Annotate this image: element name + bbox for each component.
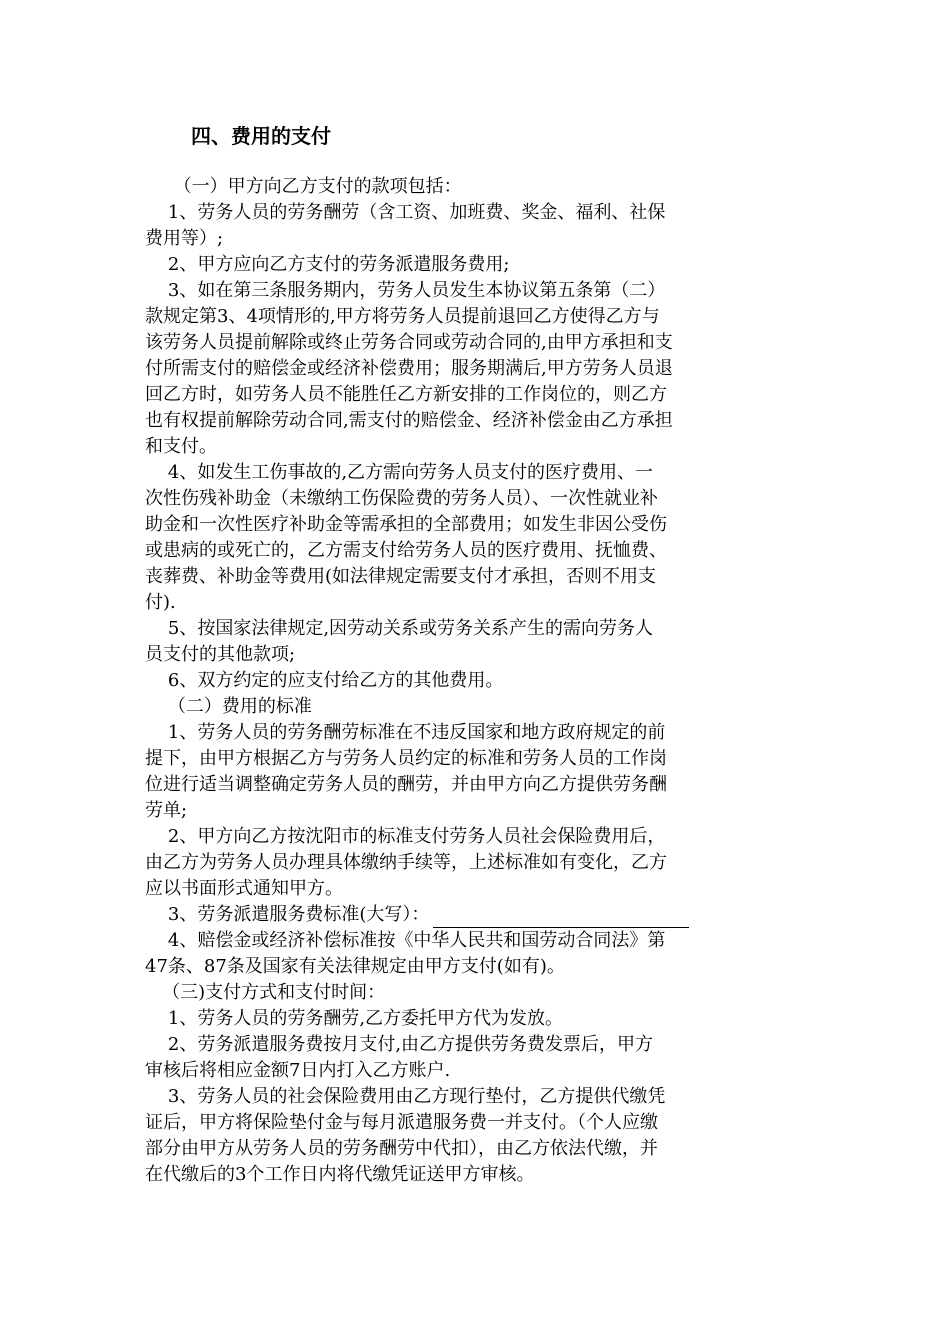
- text-line: 员支付的其他款项;: [145, 644, 296, 665]
- text-line: 由乙方为劳务人员办理具体缴纳手续等，上述标准如有变化，乙方: [145, 852, 667, 873]
- text-line: 审核后将相应金额7日内打入乙方账户.: [145, 1060, 451, 1081]
- text-line: 应以书面形式通知甲方。: [145, 878, 343, 899]
- text-line: 劳单;: [145, 800, 188, 821]
- text-line: 次性伤残补助金（未缴纳工伤保险费的劳务人员）、一次性就业补: [145, 488, 658, 509]
- text-line: 在代缴后的3个工作日内将代缴凭证送甲方审核。: [145, 1164, 535, 1185]
- text-line: 6、双方约定的应支付给乙方的其他费用。: [145, 670, 504, 691]
- text-line: 5、按国家法律规定,因劳动关系或劳务关系产生的需向劳务人: [145, 618, 654, 639]
- text-line: 4、赔偿金或经济补偿标准按《中华人民共和国劳动合同法》第: [145, 930, 666, 951]
- text-line: 或患病的或死亡的，乙方需支付给劳务人员的医疗费用、抚恤费、: [145, 540, 667, 561]
- text-line: 1、劳务人员的劳务酬劳,乙方委托甲方代为发放。: [145, 1008, 564, 1029]
- text-line: 2、甲方向乙方按沈阳市的标准支付劳务人员社会保险费用后，: [145, 826, 666, 847]
- fee-standard-label: 3、劳务派遣服务费标准(大写）：: [145, 904, 430, 925]
- text-line: 费用等）;: [145, 228, 224, 249]
- text-line: 1、劳务人员的劳务酬劳标准在不违反国家和地方政府规定的前: [145, 722, 666, 743]
- text-line: 助金和一次性医疗补助金等需承担的全部费用；如发生非因公受伤: [145, 514, 667, 535]
- fee-standard-line: [145, 902, 805, 928]
- text-line: 4、如发生工伤事故的,乙方需向劳务人员支付的医疗费用、一: [145, 462, 654, 483]
- text-line: 和支付。: [145, 436, 217, 457]
- text-line: 3、如在第三条服务期内，劳务人员发生本协议第五条第（二）: [145, 280, 666, 301]
- text-line: （三)支付方式和支付时间：: [145, 982, 386, 1003]
- text-line: 部分由甲方从劳务人员的劳务酬劳中代扣），由乙方依法代缴，并: [145, 1138, 658, 1159]
- text-line: 付所需支付的赔偿金或经济补偿费用；服务期满后,甲方劳务人员退: [145, 358, 673, 379]
- section-title: 四、费用的支付: [191, 124, 331, 148]
- text-line: 3、劳务人员的社会保险费用由乙方现行垫付，乙方提供代缴凭: [145, 1086, 666, 1107]
- text-line: 提下，由甲方根据乙方与劳务人员约定的标准和劳务人员的工作岗: [145, 748, 667, 769]
- text-line: 47条、87条及国家有关法律规定由甲方支付(如有)。: [145, 956, 565, 977]
- text-line: 回乙方时，如劳务人员不能胜任乙方新安排的工作岗位的，则乙方: [145, 384, 667, 405]
- text-line: 位进行适当调整确定劳务人员的酬劳，并由甲方向乙方提供劳务酬: [145, 774, 667, 795]
- text-line: 证后，甲方将保险垫付金与每月派遣服务费一并支付。（个人应缴: [145, 1112, 658, 1133]
- fill-in-blank: [433, 907, 689, 928]
- text-line: 付).: [145, 592, 176, 613]
- text-line: （一）甲方向乙方支付的款项包括：: [145, 176, 462, 197]
- document-body: [145, 174, 805, 1188]
- text-line: 款规定第3、4项情形的,甲方将劳务人员提前退回乙方使得乙方与: [145, 306, 660, 327]
- text-line: 也有权提前解除劳动合同,需支付的赔偿金、经济补偿金由乙方承担: [145, 410, 673, 431]
- text-line: 丧葬费、补助金等费用(如法律规定需要支付才承担，否则不用支: [145, 566, 657, 587]
- text-line: 2、劳务派遣服务费按月支付,由乙方提供劳务费发票后，甲方: [145, 1034, 654, 1055]
- text-line: 2、甲方应向乙方支付的劳务派遣服务费用;: [145, 254, 510, 275]
- text-line: （二）费用的标准: [145, 696, 312, 717]
- text-line: 该劳务人员提前解除或终止劳务合同或劳动合同的,由甲方承担和支: [145, 332, 673, 353]
- text-line: 1、劳务人员的劳务酬劳（含工资、加班费、奖金、福利、社保: [145, 202, 666, 223]
